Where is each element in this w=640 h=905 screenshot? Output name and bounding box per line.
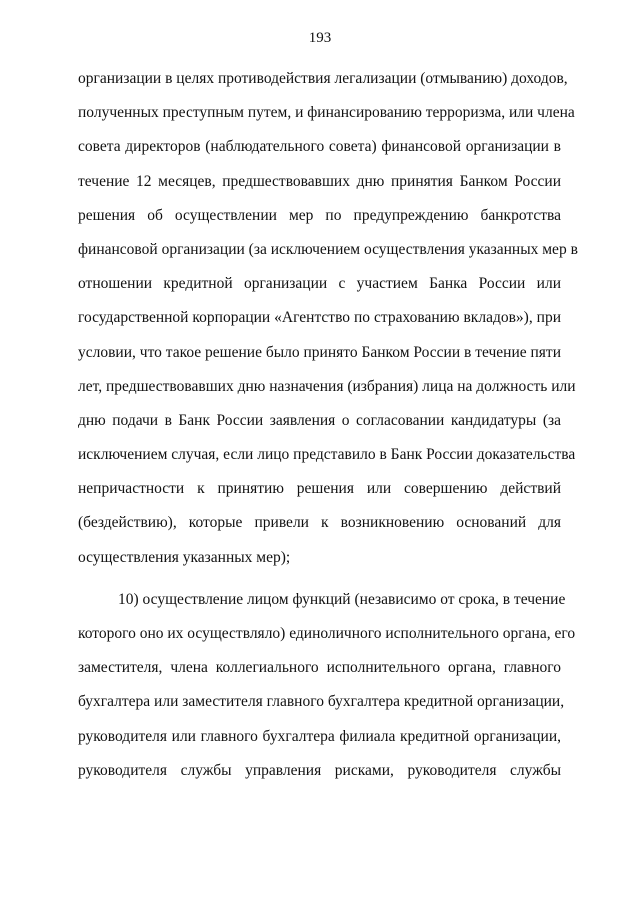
text-line: непричастности к принятию решения или совершению действий xyxy=(78,480,561,498)
text-line: (бездействию), которые привели к возникновению оснований для xyxy=(78,514,561,532)
text-line: заместителя, члена коллегиального исполнительного органа, главного xyxy=(78,659,561,677)
paragraph-gap xyxy=(78,575,561,583)
text-line: исключением случая, если лицо представило в Банк России доказательства xyxy=(78,446,576,464)
page-number: 193 xyxy=(308,30,332,46)
text-line: отношении кредитной организации с участием Банка России или xyxy=(78,275,561,293)
text-line: 10) осуществление лицом функций (независимо от срока, в течение xyxy=(118,590,566,608)
text-line: осуществления указанных мер); xyxy=(78,548,291,566)
text-line: полученных преступным путем, и финансированию терроризма, или члена xyxy=(78,104,575,122)
text-line: решения об осуществлении мер по предупреждению банкротства xyxy=(78,206,561,224)
text-line: руководителя или главного бухгалтера филиала кредитной организации, xyxy=(78,727,561,745)
text-line: которого оно их осуществляло) единоличного исполнительного органа, его xyxy=(78,625,576,642)
text-line: дню подачи в Банк России заявления о согласовании кандидатуры (за xyxy=(78,411,561,429)
body-text xyxy=(78,62,578,788)
text-line: течение 12 месяцев, предшествовавших дню принятия Банком России xyxy=(78,172,561,190)
text-line: условии, что такое решение было принято Банком России в течение пяти xyxy=(78,343,561,361)
text-line: государственной корпорации «Агентство по страхованию вкладов»), при xyxy=(78,309,561,327)
text-line: организации в целях противодействия легализации (отмыванию) доходов, xyxy=(78,70,568,87)
paragraph-item-10 xyxy=(78,583,576,788)
text-line: совета директоров (наблюдательного совета) финансовой организации в xyxy=(78,138,561,156)
paragraph-continuation xyxy=(78,62,578,575)
text-line: руководителя службы управления рисками, руководителя службы xyxy=(78,761,561,779)
text-line: бухгалтера или заместителя главного бухгалтера кредитной организации, xyxy=(78,693,565,711)
text-line: лет, предшествовавших дню назначения (избрания) лица на должность или xyxy=(78,377,576,395)
text-line: финансовой организации (за исключением осуществления указанных мер в xyxy=(78,240,578,258)
